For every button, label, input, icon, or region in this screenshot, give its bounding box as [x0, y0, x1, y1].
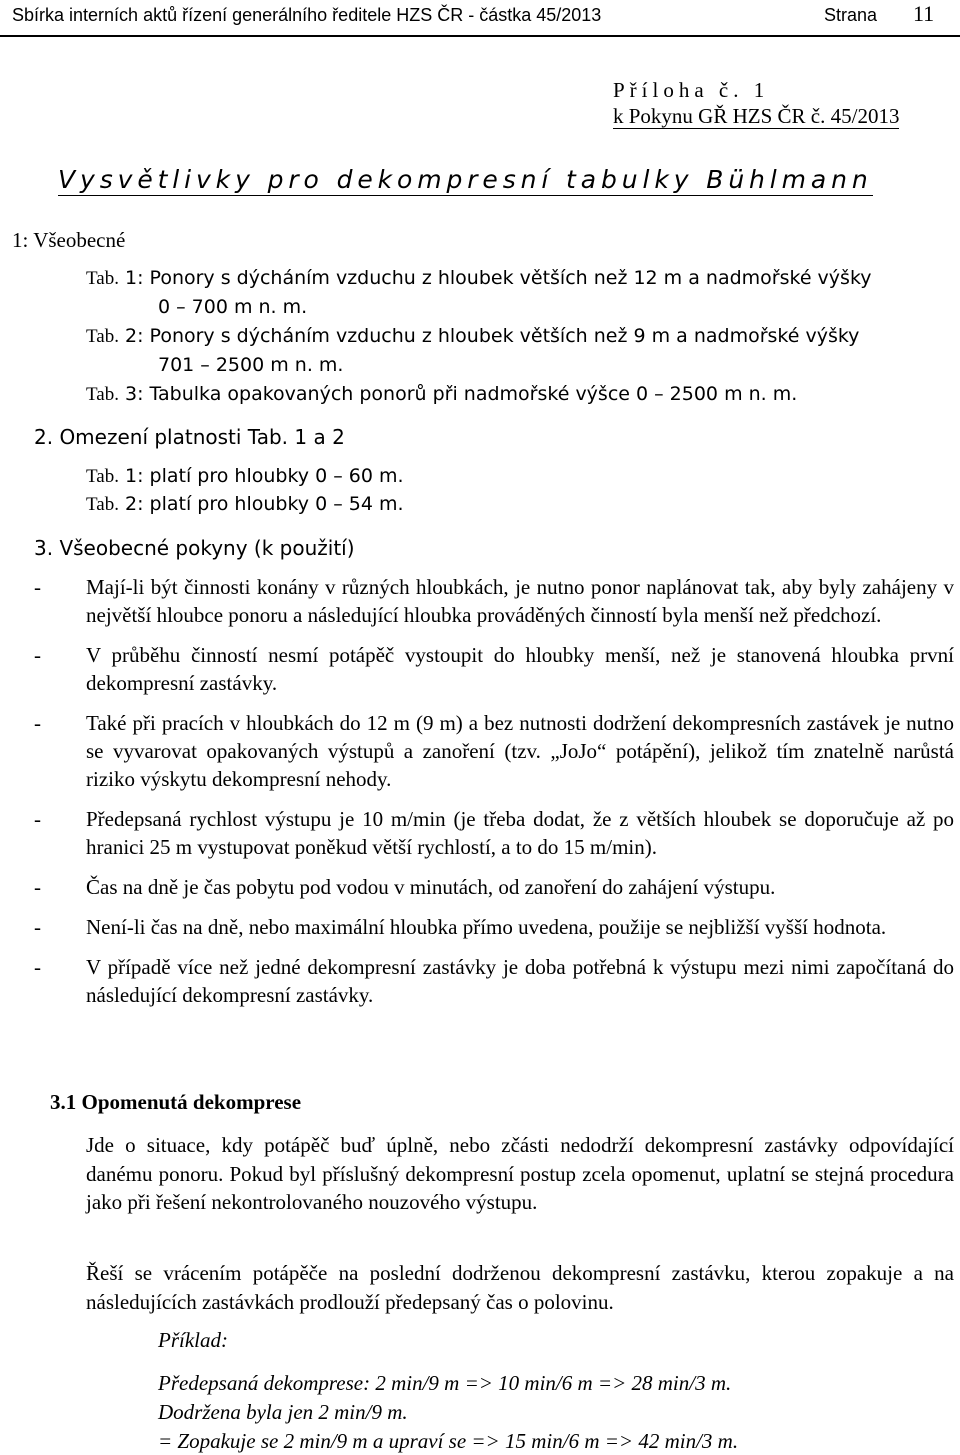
section1-item-1-cont: 0 – 700 m n. m.	[158, 296, 308, 318]
example-line-2: Dodržena byla jen 2 min/9 m.	[158, 1400, 408, 1424]
list-item: - Mají-li být činnosti konány v různých hloubkách, je nutno ponor naplánovat tak, aby byly zahájeny v největší hloubce ponoru a následující hloubka prováděných činností byla menší než předchozí.	[34, 575, 954, 627]
collection-title: Sbírka interních aktů řízení generálního ředitele HZS ČR - částka 45/2013	[12, 5, 602, 25]
section3-heading: 3. Všeobecné pokyny (k použití)	[34, 536, 355, 560]
page-label: Strana	[824, 5, 878, 25]
page-number: 11	[913, 1, 935, 26]
document-title: Vysvětlivky pro dekompresní tabulky Bühlmann	[58, 165, 873, 194]
list-item: - Také při pracích v hloubkách do 12 m (9 m) a bez nutnosti dodržení dekompresních zastávek je nutno se vyvarovat opakovaných výstupů a zanoření (tzv. „JoJo“ potápění), jelikož tím znatelně narůstá riziko výskytu dekompresní nehody.	[34, 711, 954, 791]
tab-prefix: Tab.	[86, 494, 119, 515]
section1-item-2	[86, 325, 859, 348]
item-text: 2: platí pro hloubky 0 – 54 m.	[125, 493, 404, 515]
tab-prefix: Tab.	[86, 384, 119, 405]
tab-prefix: Tab.	[86, 326, 119, 347]
item-text: 3: Tabulka opakovaných ponorů při nadmořské výšce 0 – 2500 m n. m.	[125, 383, 798, 405]
example-label: Příklad:	[158, 1328, 228, 1352]
section31-paragraph-1: Jde o situace, kdy potápěč buď úplně, nebo zčásti nedodrží dekompresní zastávky odpovídající danému ponoru. Pokud byl příslušný dekompresní postup zcela opomenut, uplatní se stejná procedura jako při řešení nekontrolovaného nouzového výstupu.	[86, 1133, 954, 1214]
item-text: 2: Ponory s dýcháním vzduchu z hloubek větších než 9 m a nadmořské výšky	[125, 325, 860, 347]
section2-item-1	[86, 465, 404, 488]
section2-item-2	[86, 493, 404, 516]
annex-label: Příloha č. 1	[613, 78, 770, 102]
guidelines-list	[34, 573, 954, 1021]
section1-item-1	[86, 267, 872, 290]
section1-heading: 1: Všeobecné	[12, 228, 126, 252]
section1-item-2-cont: 701 – 2500 m n. m.	[158, 354, 344, 376]
tab-prefix: Tab.	[86, 466, 119, 487]
section2-heading: 2. Omezení platnosti Tab. 1 a 2	[34, 425, 345, 449]
list-item: - V průběhu činností nesmí potápěč vystoupit do hloubky menší, než je stanovená hloubka první dekompresní zastávky.	[34, 643, 954, 695]
page-header	[0, 0, 960, 37]
item-text: 1: platí pro hloubky 0 – 60 m.	[125, 465, 404, 487]
item-text: 1: Ponory s dýcháním vzduchu z hloubek větších než 12 m a nadmořské výšky	[125, 267, 872, 289]
section31-paragraph-2: Řeší se vrácením potápěče na poslední dodrženou dekompresní zastávku, kterou zopakuje a na následujících zastávkách prodlouží předepsaný čas o polovinu.	[86, 1261, 954, 1314]
list-item: - Není-li čas na dně, nebo maximální hloubka přímo uvedena, použije se nejbližší vyšší hodnota.	[34, 915, 887, 939]
list-item: - V případě více než jedné dekompresní zastávky je doba potřebná k výstupu mezi nimi započítaná do následující dekompresní zastávky.	[34, 955, 954, 1007]
example-line-3: = Zopakuje se 2 min/9 m a upraví se => 15 min/6 m => 42 min/3 m.	[158, 1429, 739, 1453]
section1-item-3	[86, 383, 797, 406]
list-item: - Předepsaná rychlost výstupu je 10 m/min (je třeba dodat, že z větších hloubek se doporučuje až po hranici 25 m vystupovat poněkud větší rychlostí, a to do 15 m/min).	[34, 807, 954, 859]
annex-reference: k Pokynu GŘ HZS ČR č. 45/2013	[613, 104, 900, 128]
example-line-1: Předepsaná dekomprese: 2 min/9 m => 10 min/6 m => 28 min/3 m.	[158, 1371, 732, 1395]
list-item: - Čas na dně je čas pobytu pod vodou v minutách, od zanoření do zahájení výstupu.	[34, 875, 776, 899]
section31-heading: 3.1 Opomenutá dekomprese	[50, 1090, 302, 1114]
tab-prefix: Tab.	[86, 268, 119, 289]
